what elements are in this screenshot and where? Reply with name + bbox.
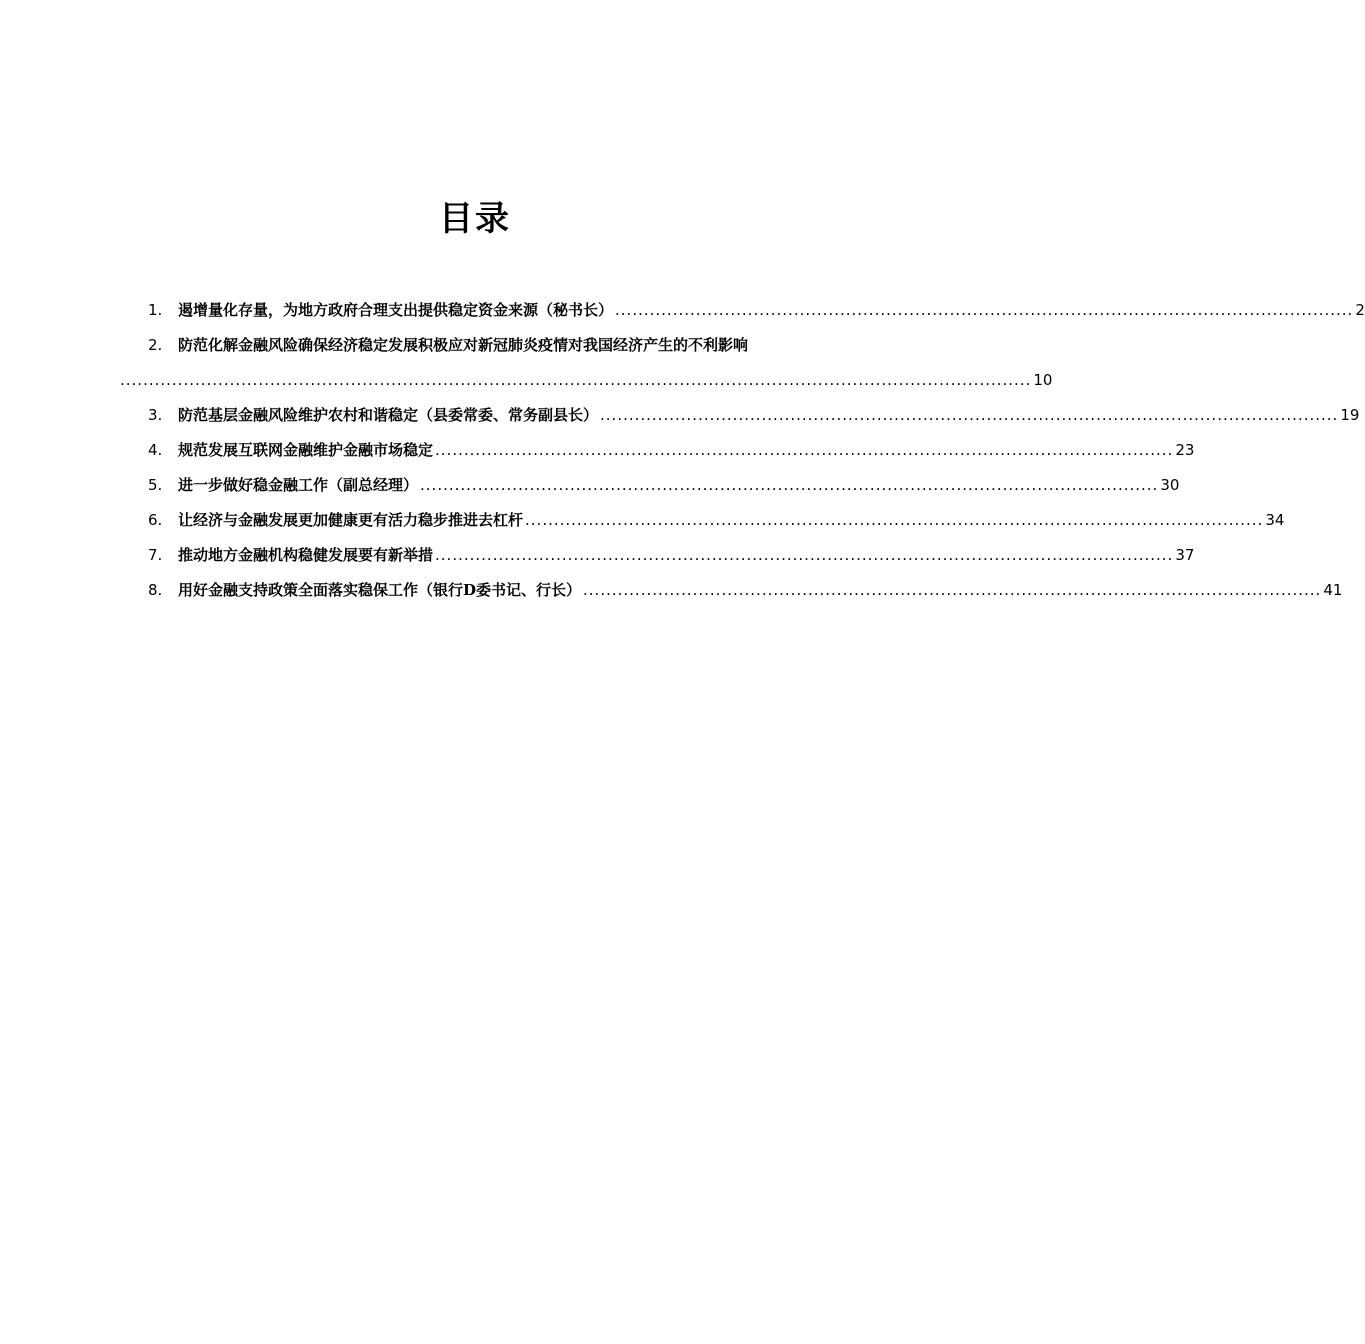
toc-number: 3. [148, 405, 163, 424]
toc-title-text: 进一步做好稳金融工作（副总经理） [178, 476, 419, 494]
toc-number: 6. [148, 510, 163, 529]
toc-title-text: 规范发展互联网金融维护金融市场稳定 [178, 441, 434, 459]
toc-number: 1. [148, 300, 163, 319]
toc-line [148, 327, 831, 362]
toc-page-number: 34 [1265, 510, 1285, 529]
toc-dot-leader: ................................................................................................................................ [435, 440, 1174, 459]
toc-title-text: 防范化解金融风险确保经济稳定发展积极应对新冠肺炎疫情对我国经济产生的不利影响 [178, 336, 749, 354]
toc-title-text: 推动地方金融机构稳健发展要有新举措 [178, 546, 434, 564]
toc-line-continuation [118, 362, 1053, 397]
toc-line [148, 397, 1360, 432]
toc-page-number: 30 [1160, 475, 1180, 494]
toc-line [148, 467, 1180, 502]
table-of-contents [0, 292, 1365, 607]
page-title: 目录 [439, 199, 511, 239]
toc-entry-6[interactable] [0, 502, 1285, 537]
toc-dot-leader: ................................................................................................................................ [583, 580, 1322, 599]
toc-entry-7[interactable] [0, 537, 1195, 572]
toc-dot-leader: ................................................................................................................................ [600, 405, 1339, 424]
toc-page-number: 10 [1033, 370, 1053, 389]
toc-page-number: 19 [1340, 405, 1360, 424]
toc-title-text: 让经济与金融发展更加健康更有活力稳步推进去杠杆 [178, 511, 524, 529]
toc-title-text: 防范基层金融风险维护农村和谐稳定（县委常委、常务副县长） [178, 406, 599, 424]
toc-entry-2[interactable] [0, 327, 1053, 397]
toc-number: 5. [148, 475, 163, 494]
toc-dot-leader: ................................................................................................................................ [435, 545, 1174, 564]
toc-number: 8. [148, 580, 163, 599]
toc-number: 4. [148, 440, 163, 459]
toc-entry-8[interactable] [0, 572, 1343, 607]
toc-entry-1[interactable] [0, 292, 1365, 327]
toc-entry-3[interactable] [0, 397, 1360, 432]
toc-line [148, 572, 1343, 607]
toc-dot-leader: ................................................................................................................................ [420, 475, 1159, 494]
toc-page-number: 37 [1175, 545, 1195, 564]
toc-dot-leader: ................................................................................................................................ [615, 300, 1354, 319]
toc-number: 2. [148, 335, 163, 354]
toc-title-text: 用好金融支持政策全面落实稳保工作（银行D委书记、行长） [178, 581, 582, 599]
toc-line [148, 292, 1365, 327]
toc-dot-leader: ................................................................................................................................ [525, 510, 1264, 529]
toc-title-text: 遏增量化存量，为地方政府合理支出提供稳定资金来源（秘书长） [178, 301, 614, 319]
toc-page-number: 2 [1355, 300, 1365, 319]
toc-line [148, 537, 1195, 572]
toc-entry-5[interactable] [0, 467, 1180, 502]
toc-dot-leader: .............................................................................................................................................................. [120, 370, 1032, 389]
toc-line [148, 432, 1195, 467]
toc-number: 7. [148, 545, 163, 564]
toc-page-number: 41 [1323, 580, 1343, 599]
toc-page-number: 23 [1175, 440, 1195, 459]
toc-entry-4[interactable] [0, 432, 1195, 467]
toc-line [148, 502, 1285, 537]
